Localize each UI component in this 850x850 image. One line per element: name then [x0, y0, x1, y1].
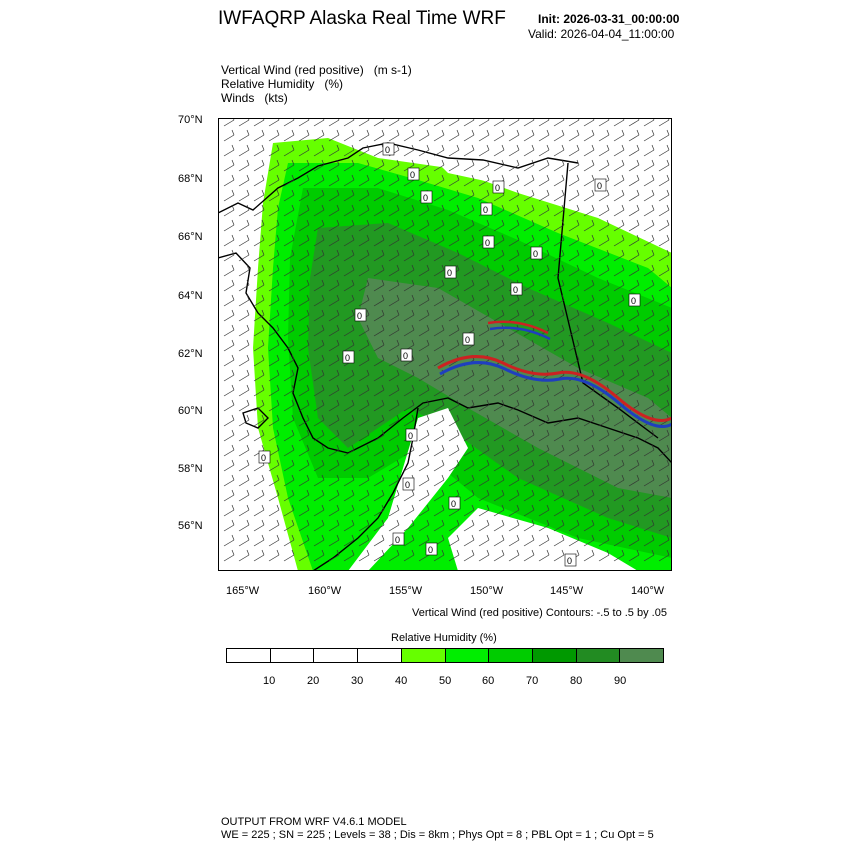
lat-label: 56°N — [178, 520, 203, 532]
legend-swatch — [577, 649, 621, 662]
legend-label: 80 — [570, 675, 583, 687]
legend-swatch — [402, 649, 446, 662]
field-name: Vertical Wind (red positive) — [221, 63, 364, 77]
legend-title: Relative Humidity (%) — [391, 632, 497, 644]
contour-zero-label: 0 — [405, 480, 411, 490]
lat-label: 70°N — [178, 114, 203, 126]
init-time: Init: 2026-03-31_00:00:00 — [538, 12, 680, 26]
legend-colorbar — [226, 648, 664, 663]
contour-zero-label: 0 — [485, 238, 491, 248]
lat-label: 66°N — [178, 231, 203, 243]
contour-zero-label: 0 — [483, 205, 489, 215]
legend-swatch — [446, 649, 490, 662]
legend-swatch — [271, 649, 315, 662]
lon-label: 155°W — [389, 585, 423, 597]
contour-zero-label: 0 — [423, 193, 429, 203]
valid-time: Valid: 2026-04-04_11:00:00 — [528, 27, 675, 41]
map-panel — [218, 118, 672, 571]
legend-swatch — [314, 649, 358, 662]
legend-label: 60 — [482, 675, 495, 687]
contour-zero-label: 0 — [495, 183, 501, 193]
legend-label: 10 — [263, 675, 276, 687]
field-relative-humidity — [221, 77, 343, 91]
contour-zero-label: 0 — [395, 535, 401, 545]
plot-title: IWFAQRP Alaska Real Time WRF — [218, 8, 506, 29]
contour-zero-label: 0 — [447, 268, 453, 278]
legend-label: 30 — [351, 675, 364, 687]
legend-swatch — [533, 649, 577, 662]
legend-label: 40 — [395, 675, 408, 687]
lon-label: 140°W — [631, 585, 665, 597]
lon-label: 160°W — [308, 585, 342, 597]
legend-swatch — [358, 649, 402, 662]
legend-swatch — [227, 649, 271, 662]
contour-zero-label: 0 — [345, 353, 351, 363]
legend-label: 50 — [439, 675, 452, 687]
lat-label: 58°N — [178, 463, 203, 475]
field-units: (kts) — [264, 91, 288, 105]
contour-note: Vertical Wind (red positive) Contours: -.5 to .5 by .05 — [412, 607, 667, 619]
lon-label: 165°W — [226, 585, 260, 597]
contour-zero-label: 0 — [567, 556, 573, 566]
field-name: Winds — [221, 91, 255, 105]
legend-label: 70 — [526, 675, 539, 687]
contour-zero-label: 0 — [408, 431, 414, 441]
field-name: Relative Humidity — [221, 77, 315, 91]
footer-config: WE = 225 ; SN = 225 ; Levels = 38 ; Dis = 8km ; Phys Opt = 8 ; PBL Opt = 1 ; Cu Opt = 5 — [221, 829, 654, 841]
field-winds — [221, 91, 288, 105]
contour-zero-label: 0 — [385, 145, 391, 155]
legend-swatch — [620, 649, 663, 662]
lat-label: 64°N — [178, 290, 203, 302]
contour-zero-label: 0 — [428, 545, 434, 555]
contour-zero-label: 0 — [631, 296, 637, 306]
footer-model: OUTPUT FROM WRF V4.6.1 MODEL — [221, 816, 407, 828]
lat-label: 60°N — [178, 405, 203, 417]
humidity-shading — [253, 138, 672, 571]
contour-zero-label: 0 — [513, 285, 519, 295]
legend-swatch — [489, 649, 533, 662]
field-vertical-wind — [221, 63, 412, 77]
contour-zero-label: 0 — [451, 499, 457, 509]
contour-zero-label: 0 — [465, 335, 471, 345]
contour-zero-label: 0 — [533, 249, 539, 259]
contour-zero-label: 0 — [410, 170, 416, 180]
field-units: (m s-1) — [373, 63, 412, 77]
field-units: (%) — [324, 77, 344, 91]
lon-label: 150°W — [470, 585, 504, 597]
contour-zero-label: 0 — [403, 351, 409, 361]
legend-label: 20 — [307, 675, 320, 687]
contour-zero-label: 0 — [597, 181, 603, 191]
contour-zero-label: 0 — [261, 453, 267, 463]
contour-zero-label: 0 — [357, 311, 363, 321]
legend-label: 90 — [614, 675, 627, 687]
lat-label: 62°N — [178, 348, 203, 360]
lat-label: 68°N — [178, 173, 203, 185]
lon-label: 145°W — [550, 585, 584, 597]
